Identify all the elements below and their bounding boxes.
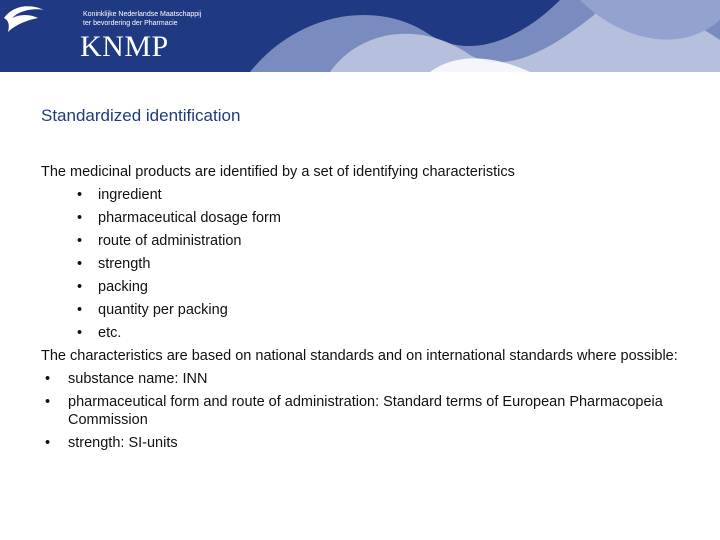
list-item: • strength: SI-units — [41, 432, 681, 455]
snake-bowl-logo-icon — [0, 0, 50, 36]
brand-logo-text: KNMP — [80, 30, 169, 63]
bullet-icon: • — [77, 302, 83, 318]
slide-body — [41, 161, 681, 455]
org-line-2: ter bevordering der Pharmacie — [83, 20, 178, 27]
slide-title: Standardized identification — [41, 106, 241, 125]
list-item: • ingredient — [41, 184, 681, 207]
list-item: • etc. — [41, 322, 681, 345]
org-line-1: Koninklijke Nederlandse Maatschappij — [83, 11, 202, 18]
bullet-icon: • — [77, 233, 83, 249]
bullet-icon: • — [45, 394, 51, 410]
bullet-icon: • — [45, 435, 51, 451]
bullet-icon: • — [77, 325, 83, 341]
list-item: • quantity per packing — [41, 299, 681, 322]
organization-name — [83, 10, 233, 28]
list-item: • pharmaceutical dosage form — [41, 207, 681, 230]
bullet-icon: • — [77, 187, 83, 203]
list-item: • route of administration — [41, 230, 681, 253]
bullet-icon: • — [77, 210, 83, 226]
list-item: • strength — [41, 253, 681, 276]
header-banner — [0, 0, 720, 72]
bullet-icon: • — [77, 279, 83, 295]
intro-text: The medicinal products are identified by a set of identifying characteristics — [41, 164, 515, 180]
characteristics-list — [41, 184, 681, 345]
list-item: • substance name: INN — [41, 368, 681, 391]
bullet-icon: • — [77, 256, 83, 272]
list-item: • packing — [41, 276, 681, 299]
bullet-icon: • — [45, 371, 51, 387]
standards-list — [41, 368, 681, 455]
list-item: • pharmaceutical form and route of administration: Standard terms of European Pharmacopeia Commission — [45, 394, 663, 428]
standards-intro-text: The characteristics are based on national standards and on international standards where possible: — [41, 348, 678, 364]
